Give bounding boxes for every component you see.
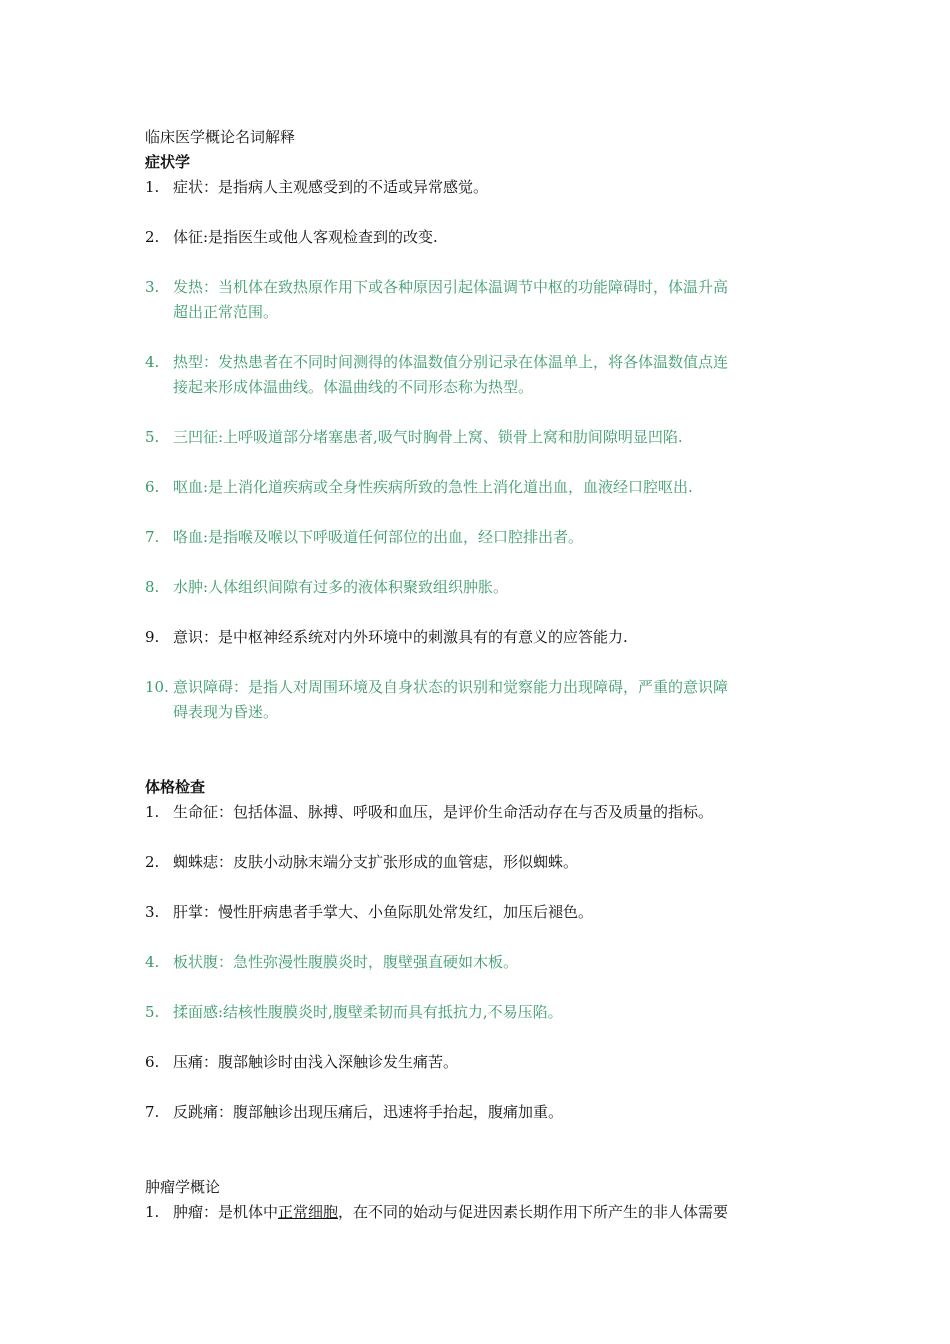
item-text-line-2: 超出正常范围。 — [173, 303, 279, 321]
item-text: 生命征：包括体温、脉搏、呼吸和血压，是评价生命活动存在与否及质量的指标。 — [173, 803, 714, 821]
item-text — [173, 1200, 810, 1225]
document-body — [145, 125, 810, 1225]
list-item — [145, 625, 810, 650]
list-item — [145, 225, 810, 250]
item-number: 8. — [145, 578, 160, 596]
item-text: 反跳痛：腹部触诊出现压痛后，迅速将手抬起，腹痛加重。 — [173, 1103, 564, 1121]
item-number: 10. — [145, 678, 169, 696]
list-item — [145, 425, 810, 450]
list-item — [145, 675, 810, 725]
item-text: 体征:是指医生或他人客观检查到的改变. — [173, 228, 438, 246]
item-number: 9. — [145, 628, 160, 646]
item-text: 三凹征:上呼吸道部分堵塞患者,吸气时胸骨上窝、锁骨上窝和肋间隙明显凹陷. — [173, 428, 683, 446]
item-text: 板状腹：急性弥漫性腹膜炎时，腹壁强直硬如木板。 — [173, 953, 519, 971]
item-number: 7. — [145, 528, 160, 546]
item-text: 揉面感:结核性腹膜炎时,腹壁柔韧而具有抵抗力,不易压陷。 — [173, 1003, 563, 1021]
item-number: 1. — [145, 803, 160, 821]
item-number: 5. — [145, 428, 160, 446]
item-number: 1. — [145, 1203, 160, 1221]
item-text — [173, 675, 810, 725]
item-text: 压痛：腹部触诊时由浅入深触诊发生痛苦。 — [173, 1053, 459, 1071]
item-text-line-2: 接起来形成体温曲线。体温曲线的不同形态称为热型。 — [173, 378, 534, 396]
list-item — [145, 475, 810, 500]
list-item — [145, 900, 810, 925]
item-text: 意识：是中枢神经系统对内外环境中的刺激具有的有意义的应答能力. — [173, 628, 628, 646]
item-number: 2. — [145, 853, 160, 871]
list-item — [145, 350, 810, 400]
item-text: 蜘蛛痣：皮肤小动脉末端分支扩张形成的血管痣，形似蜘蛛。 — [173, 853, 579, 871]
section-heading-oncology: 肿瘤学概论 — [145, 1178, 221, 1196]
item-number: 3. — [145, 903, 160, 921]
list-item — [145, 850, 810, 875]
underlined-term: 正常细胞 — [278, 1203, 339, 1221]
item-number: 1. — [145, 178, 160, 196]
item-number: 3. — [145, 278, 160, 296]
list-item — [145, 525, 810, 550]
item-text-line-1: 发热：当机体在致热原作用下或各种原因引起体温调节中枢的功能障碍时，体温升高 — [173, 278, 729, 296]
item-text-pre: 肿瘤：是机体中 — [173, 1203, 279, 1221]
item-text — [173, 275, 810, 325]
item-text-line-2: 碍表现为昏迷。 — [173, 703, 279, 721]
list-item — [145, 800, 810, 825]
item-number: 5. — [145, 1003, 160, 1021]
item-text: 呕血:是上消化道疾病或全身性疾病所致的急性上消化道出血，血液经口腔呕出. — [173, 478, 693, 496]
item-text-line-1: 意识障碍：是指人对周围环境及自身状态的识别和觉察能力出现障碍，严重的意识障 — [173, 678, 729, 696]
item-number: 6. — [145, 1053, 160, 1071]
item-number: 6. — [145, 478, 160, 496]
list-item — [145, 1050, 810, 1075]
item-text-line-1: 热型：发热患者在不同时间测得的体温数值分别记录在体温单上，将各体温数值点连 — [173, 353, 729, 371]
item-number: 4. — [145, 953, 160, 971]
item-text-post: ，在不同的始动与促进因素长期作用下所产生的非人体需要 — [338, 1203, 729, 1221]
section-heading-symptomatology: 症状学 — [145, 153, 191, 171]
item-text: 水肿:人体组织间隙有过多的液体积聚致组织肿胀。 — [173, 578, 509, 596]
item-number: 4. — [145, 353, 160, 371]
list-item — [145, 575, 810, 600]
list-item — [145, 950, 810, 975]
section-heading-physical-exam: 体格检查 — [145, 778, 206, 796]
document-title: 临床医学概论名词解释 — [145, 128, 296, 146]
list-item — [145, 275, 810, 325]
list-item — [145, 1100, 810, 1125]
item-number: 7. — [145, 1103, 160, 1121]
list-item — [145, 1000, 810, 1025]
list-item — [145, 1200, 810, 1225]
item-text — [173, 350, 810, 400]
item-text: 症状：是指病人主观感受到的不适或异常感觉。 — [173, 178, 489, 196]
list-item — [145, 175, 810, 200]
item-text: 咯血:是指喉及喉以下呼吸道任何部位的出血，经口腔排出者。 — [173, 528, 584, 546]
item-number: 2. — [145, 228, 160, 246]
item-text: 肝掌：慢性肝病患者手掌大、小鱼际肌处常发红，加压后褪色。 — [173, 903, 594, 921]
